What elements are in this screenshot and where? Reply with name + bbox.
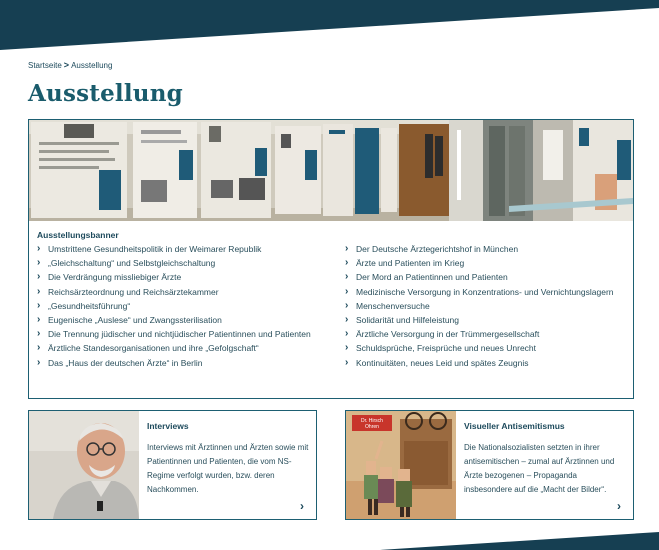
banner-link[interactable]: › Ärztliche Standesorganisationen und ihre „Gefolgschaft“ (37, 341, 327, 355)
banner-list-left (37, 242, 327, 370)
banner-link[interactable]: › Die Verdrängung missliebiger Ärzte (37, 270, 327, 284)
chevron-right-icon: › (345, 356, 349, 368)
chevron-right-icon: › (37, 356, 41, 368)
banner-link[interactable]: › Menschenversuche (345, 299, 629, 313)
banner-link[interactable]: › Umstrittene Gesundheitspolitik in der Weimarer Republik (37, 242, 327, 256)
breadcrumb-current: Ausstellung (71, 60, 113, 70)
illustration-sign-line-2: Ohren (365, 424, 379, 430)
banner-link[interactable]: › „Gleichschaltung“ und Selbstgleichschaltung (37, 256, 327, 270)
banner-link[interactable]: › Kontinuitäten, neues Leid und spätes Zeugnis (345, 356, 629, 370)
chevron-right-icon: › (345, 314, 349, 326)
chevron-right-icon: › (37, 257, 41, 269)
illustration-sign-line-1: Dr. Hirsch (361, 418, 383, 424)
chevron-right-icon[interactable]: › (300, 499, 304, 513)
chevron-right-icon: › (345, 271, 349, 283)
banner-link[interactable]: › Schuldsprüche, Freisprüche und neues Unrecht (345, 341, 629, 355)
breadcrumb (28, 60, 112, 70)
chevron-right-icon: › (37, 342, 41, 354)
header-band (0, 0, 659, 60)
banner-list-right (345, 242, 629, 370)
card-title[interactable]: Visueller Antisemitismus (464, 421, 565, 431)
card-title[interactable]: Interviews (147, 421, 189, 431)
banner-heading: Ausstellungsbanner (37, 230, 119, 240)
banner-link[interactable]: › Der Deutsche Ärztegerichtshof in München (345, 242, 629, 256)
chevron-right-icon: › (37, 328, 41, 340)
banner-link[interactable]: › Eugenische „Auslese“ und Zwangssterilisation (37, 313, 327, 327)
chevron-right-icon: › (37, 271, 41, 283)
banner-link[interactable]: › Der Mord an Patientinnen und Patienten (345, 270, 629, 284)
page-title: Ausstellung (28, 80, 183, 107)
chevron-right-icon: › (345, 299, 349, 311)
chevron-right-icon: › (345, 257, 349, 269)
interview-portrait-photo (29, 411, 139, 519)
chevron-right-icon: › (345, 328, 349, 340)
chevron-right-icon: › (37, 285, 41, 297)
banner-link[interactable]: › Die Trennung jüdischer und nichtjüdischer Patientinnen und Patienten (37, 327, 327, 341)
chevron-right-icon: › (345, 243, 349, 254)
banner-link[interactable]: › „Gesundheitsführung“ (37, 299, 327, 313)
banner-link[interactable]: › Ärzte und Patienten im Krieg (345, 256, 629, 270)
antisemitism-illustration (346, 411, 456, 519)
chevron-right-icon[interactable]: › (617, 499, 621, 513)
banner-link[interactable]: › Medizinische Versorgung in Konzentrations- und Vernichtungslagern (345, 285, 629, 299)
footer-band (0, 528, 659, 550)
chevron-right-icon: › (345, 342, 349, 354)
interviews-card[interactable] (28, 410, 317, 520)
breadcrumb-home-link[interactable]: Startseite (28, 60, 62, 70)
visual-antisemitism-card[interactable] (345, 410, 634, 520)
breadcrumb-separator: > (63, 60, 70, 70)
chevron-right-icon: › (37, 243, 41, 254)
chevron-right-icon: › (345, 285, 349, 297)
banner-link[interactable]: › Reichsärzteordnung und Reichsärztekammer (37, 285, 327, 299)
banner-link[interactable]: › Das „Haus der deutschen Ärzte“ in Berlin (37, 356, 327, 370)
chevron-right-icon: › (37, 314, 41, 326)
banner-link[interactable]: › Solidarität und Hilfeleistung (345, 313, 629, 327)
exhibition-photo (29, 120, 633, 221)
banner-link[interactable]: › Ärztliche Versorgung in der Trümmergesellschaft (345, 327, 629, 341)
card-text: Interviews mit Ärztinnen und Ärzten sowie mit Patientinnen und Patienten, die vom NS-Regime verfolgt wurden, bzw. deren Nachkommen. (147, 443, 309, 494)
card-text: Die Nationalsozialisten setzten in ihrer antisemitischen – zumal auf Ärztinnen und Ärzte bezogenen – Propaganda insbesondere auf die „Macht der Bilder“. (464, 443, 615, 494)
exhibition-banner-box (28, 119, 634, 399)
chevron-right-icon: › (37, 299, 41, 311)
